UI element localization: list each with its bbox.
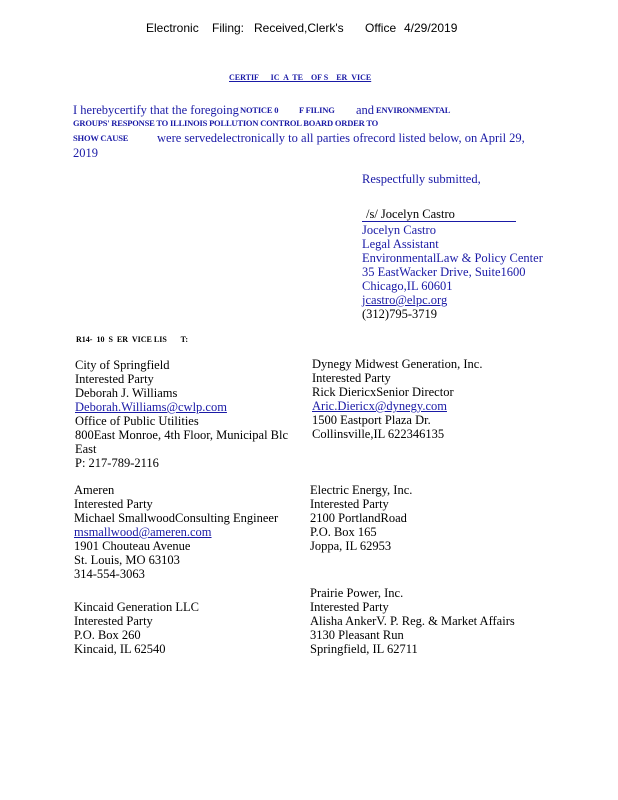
entry-line: Interested Party bbox=[75, 372, 154, 386]
body-line1-and: and bbox=[356, 103, 375, 117]
signature-block bbox=[362, 223, 543, 321]
body-line3-text: were servedelectronically to all parties ofrecord listed below, on April 29, bbox=[157, 131, 525, 145]
service-entry-ameren bbox=[74, 483, 278, 581]
entry-line: Office of Public Utilities bbox=[75, 414, 199, 428]
entry-line: Rick DiericxSenior Director bbox=[312, 385, 454, 399]
service-entry-dynegy bbox=[312, 357, 482, 441]
body-line1-a: I herebycertify that the foregoing bbox=[73, 103, 239, 117]
body-line1-notice: NOTICE 0 bbox=[240, 105, 279, 115]
entry-line: Interested Party bbox=[310, 497, 389, 511]
entry-line: 1901 Chouteau Avenue bbox=[74, 539, 191, 553]
signature-line bbox=[362, 221, 516, 222]
entry-line: 1500 Eastport Plaza Dr. bbox=[312, 413, 431, 427]
entry-line: 800East Monroe, 4th Floor, Municipal Blc bbox=[75, 428, 289, 442]
entry-line: 3130 Pleasant Run bbox=[310, 628, 404, 642]
signer-org: EnvironmentalLaw & Policy Center bbox=[362, 251, 543, 265]
entry-line: Springfield, IL 62711 bbox=[310, 642, 418, 656]
header-date: 4/29/2019 bbox=[404, 21, 458, 35]
entry-line: Dynegy Midwest Generation, Inc. bbox=[312, 357, 483, 371]
entry-email-link[interactable]: Aric.Diericx@dynegy.com bbox=[312, 399, 447, 413]
entry-line: Michael SmallwoodConsulting Engineer bbox=[74, 511, 279, 525]
respectfully-submitted: Respectfully submitted, bbox=[362, 172, 481, 186]
signer-address-2: Chicago,IL 60601 bbox=[362, 279, 453, 293]
signer-email-link[interactable]: jcastro@elpc.org bbox=[362, 293, 448, 307]
body-line1-filing: F FILING bbox=[299, 105, 335, 115]
entry-email-link[interactable]: msmallwood@ameren.com bbox=[74, 525, 212, 539]
body-line3-show-cause: SHOW CAUSE bbox=[73, 133, 129, 143]
entry-email-link[interactable]: Deborah.Williams@cwlp.com bbox=[75, 400, 227, 414]
header-office: Office bbox=[365, 21, 397, 35]
entry-line: 2100 PortlandRoad bbox=[310, 511, 407, 525]
header-electronic: Electronic bbox=[146, 21, 199, 35]
entry-line: City of Springfield bbox=[75, 358, 170, 372]
service-entry-city-of-springfield bbox=[75, 358, 305, 470]
signer-title: Legal Assistant bbox=[362, 237, 439, 251]
service-entry-electric-energy bbox=[310, 483, 412, 553]
entry-line: Joppa, IL 62953 bbox=[310, 539, 392, 553]
entry-line: P: 217-789-2116 bbox=[75, 456, 159, 470]
entry-line: Interested Party bbox=[312, 371, 391, 385]
body-line2: GROUPS' RESPONSE TO ILLINOIS POLLUTION CONTROL BOARD ORDER TO bbox=[73, 118, 379, 128]
entry-line: Collinsville,IL 622346135 bbox=[312, 427, 445, 441]
entry-line: 314-554-3063 bbox=[74, 567, 145, 581]
entry-line: Electric Energy, Inc. bbox=[310, 483, 413, 497]
certificate-title: CERTIF IC A TE OF S ER VICE bbox=[229, 73, 372, 82]
entry-line: Kincaid, IL 62540 bbox=[74, 642, 166, 656]
entry-line: Interested Party bbox=[74, 497, 153, 511]
entry-line: Prairie Power, Inc. bbox=[310, 586, 404, 600]
entry-line: P.O. Box 165 bbox=[310, 525, 377, 539]
entry-line: Deborah J. Williams bbox=[75, 386, 178, 400]
service-entry-prairie-power bbox=[310, 586, 515, 656]
header-received: Received,Clerk's bbox=[254, 21, 344, 35]
body-line4-year: 2019 bbox=[73, 146, 98, 160]
entry-line: P.O. Box 260 bbox=[74, 628, 141, 642]
service-entry-kincaid bbox=[74, 600, 199, 656]
header-filing: Filing: bbox=[212, 21, 245, 35]
entry-line: Interested Party bbox=[74, 614, 153, 628]
entry-line: East bbox=[75, 442, 97, 456]
entry-line: Kincaid Generation LLC bbox=[74, 600, 199, 614]
service-list-title: R14- 10 S ER VICE LIS T: bbox=[76, 335, 189, 344]
entry-line: St. Louis, MO 63103 bbox=[74, 553, 180, 567]
entry-line: Interested Party bbox=[310, 600, 389, 614]
entry-line: Ameren bbox=[74, 483, 115, 497]
signer-phone: (312)795-3719 bbox=[362, 307, 437, 321]
signer-name: Jocelyn Castro bbox=[362, 223, 436, 237]
body-line1-env: ENVIRONMENTAL bbox=[376, 105, 451, 115]
signature-slash: /s/ Jocelyn Castro bbox=[366, 207, 455, 221]
entry-line: Alisha AnkerV. P. Reg. & Market Affairs bbox=[310, 614, 515, 628]
signer-address-1: 35 EastWacker Drive, Suite1600 bbox=[362, 265, 526, 279]
